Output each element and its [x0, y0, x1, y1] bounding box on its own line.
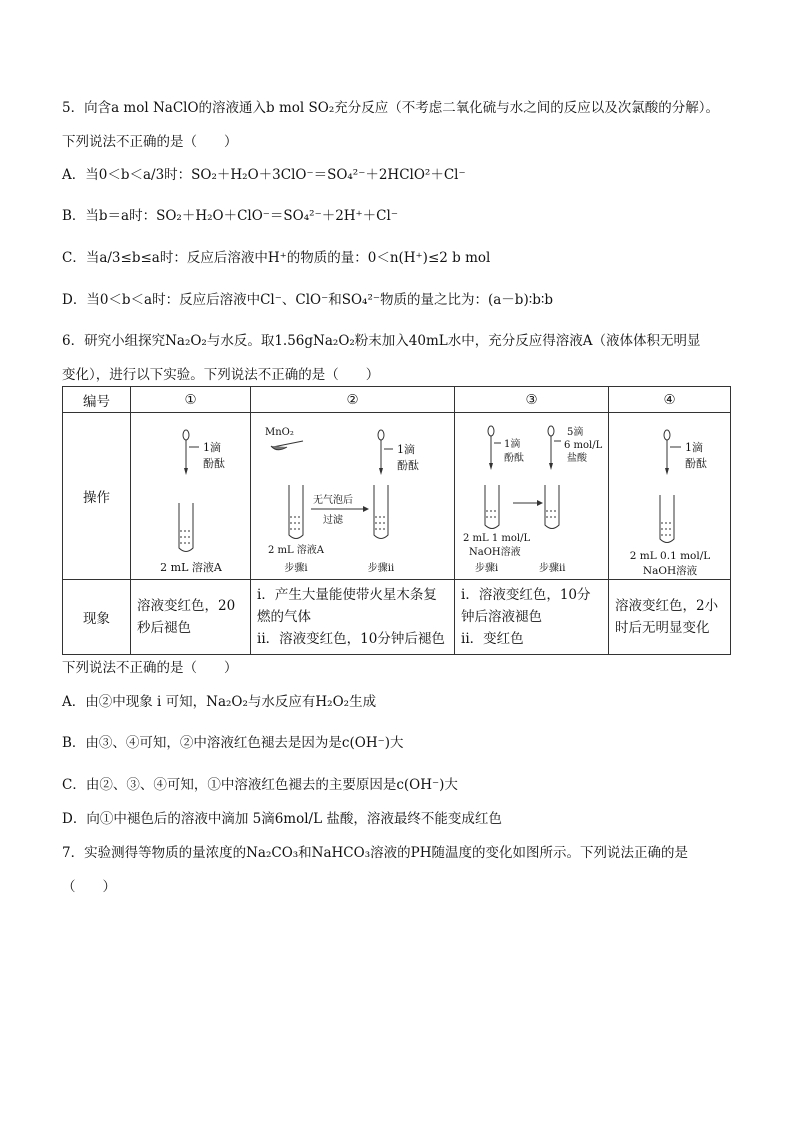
q6-option-b: B．由③、④可知，②中溶液红色褪去是因为是c(OH⁻)大 [62, 735, 404, 751]
mno2-label: MnO₂ [265, 427, 294, 438]
reagent-label: 酚酞 [504, 453, 524, 464]
q5-option-a: A．当0＜b＜a/3时：SO₂＋H₂O＋3ClO⁻＝SO₄²⁻＋2HClO²＋Cl⁻ [62, 167, 466, 183]
figure-cell-4 [609, 413, 731, 580]
table-header-row [63, 387, 731, 413]
tube-label: 2 mL 溶液A [160, 561, 222, 574]
header-cell-2: ② [251, 387, 455, 413]
drop-count: 1滴 [203, 441, 221, 454]
tube-label-line-1: 2 mL 0.1 mol/L [629, 550, 711, 562]
q6-option-c: C．由②、③、④可知，①中溶液红色褪去的主要原因是c(OH⁻)大 [62, 777, 458, 793]
tube-label-line-1: 2 mL 1 mol/L [463, 533, 531, 544]
q6-stem-2: 变化），进行以下实验。下列说法不正确的是（ ） [62, 367, 380, 383]
step-1-label: 步骤i [284, 563, 308, 574]
concentration-2: 6 mol/L [564, 440, 603, 451]
step-2-label: 步骤ii [539, 563, 566, 574]
header-cell-1: ① [131, 387, 251, 413]
dropper-icon [548, 426, 554, 470]
q7-stem-2: （ ） [62, 879, 116, 895]
reagent-label: 酚酞 [203, 457, 225, 470]
table-row-operation [63, 413, 731, 580]
observation-3-line-2: 钟后溶液褪色 [461, 609, 542, 625]
figure-exp1 [131, 413, 251, 579]
q5-option-c: C．当a/3≤b≤a时：反应后溶液中H⁺的物质的量：0＜n(H⁺)≤2 b mol [62, 250, 491, 266]
test-tube-icon [179, 503, 193, 552]
dropper-icon [664, 430, 670, 475]
observation-cell-2 [251, 580, 455, 655]
row-label-observation: 现象 [63, 580, 131, 655]
header-cell-4: ④ [609, 387, 731, 413]
figure-cell-2 [251, 413, 455, 580]
test-tube-icon [485, 485, 499, 529]
observation-3-line-3: ii．变红色 [461, 631, 524, 647]
observation-1-line-1: 溶液变红色，20 [137, 598, 236, 614]
test-tube-icon [660, 495, 674, 543]
tube-label: 2 mL 溶液A [267, 545, 325, 556]
experiment-table [62, 386, 731, 655]
drop-count-2: 5滴 [567, 427, 584, 438]
figure-exp3 [455, 413, 609, 579]
drop-count: 1滴 [685, 441, 703, 454]
dropper-icon [378, 430, 384, 475]
q5-stem-2: 下列说法不正确的是（ ） [62, 134, 238, 150]
figure-exp4 [609, 413, 731, 579]
q5-option-d: D．当0＜b＜a时：反应后溶液中Cl⁻、ClO⁻和SO₄²⁻物质的量之比为：(a－b)∶b∶b [62, 292, 554, 308]
arrow-top-label: 无气泡后 [313, 495, 353, 506]
observation-2-line-2: 燃的气体 [257, 609, 311, 625]
tube-label-line-2: NaOH溶液 [469, 547, 521, 558]
observation-2-line-1: i．产生大量能使带火星木条复 [257, 587, 437, 603]
q6-stem: 6．研究小组探究Na₂O₂与水反。取1.56gNa₂O₂粉末加入40mL水中，充分反应得溶液A（液体体积无明显 [62, 333, 701, 349]
dropper-icon [488, 426, 494, 470]
q6-stem-3: 下列说法不正确的是（ ） [62, 660, 238, 676]
observation-4-line-1: 溶液变红色，2小 [615, 598, 719, 614]
spatula-icon [271, 441, 303, 450]
reagent-2-label: 盐酸 [567, 453, 587, 464]
header-cell-number: 编号 [63, 387, 131, 413]
table-row-observation [63, 580, 731, 655]
observation-2-line-3: ii．溶液变红色，10分钟后褪色 [257, 631, 445, 647]
arrow-bottom-label: 过滤 [323, 515, 343, 526]
figure-exp2 [251, 413, 455, 579]
observation-1-line-2: 秒后褪色 [137, 620, 191, 636]
test-tube-icon [289, 485, 303, 539]
row-label-operation: 操作 [63, 413, 131, 580]
reagent-label: 酚酞 [685, 457, 707, 470]
observation-3-line-1: i．溶液变红色，10分 [461, 587, 591, 603]
observation-4-line-2: 时后无明显变化 [615, 620, 710, 636]
observation-cell-4 [609, 580, 731, 655]
q5-stem: 5．向含a mol NaClO的溶液通入b mol SO₂充分反应（不考虑二氧化硫与水之间的反应以及次氯酸的分解）。 [62, 100, 719, 116]
q7-stem: 7．实验测得等物质的量浓度的Na₂CO₃和NaHCO₃溶液的PH随温度的变化如图所示。下列说法正确的是 [62, 845, 688, 861]
header-cell-3: ③ [455, 387, 609, 413]
q6-option-d: D．向①中褪色后的溶液中滴加 5滴6mol/L 盐酸，溶液最终不能变成红色 [62, 811, 502, 827]
dropper-icon [183, 430, 189, 475]
test-tube-icon [545, 485, 559, 529]
drop-count: 1滴 [504, 439, 521, 450]
q5-option-b: B．当b＝a时：SO₂＋H₂O＋ClO⁻＝SO₄²⁻＋2H⁺＋Cl⁻ [62, 208, 398, 224]
reagent-label: 酚酞 [397, 459, 419, 472]
step-2-label: 步骤ii [367, 563, 395, 574]
drop-count: 1滴 [397, 443, 415, 456]
tube-label-line-2: NaOH溶液 [642, 565, 698, 577]
test-tube-icon [374, 485, 388, 539]
observation-cell-3 [455, 580, 609, 655]
figure-cell-3 [455, 413, 609, 580]
figure-cell-1 [131, 413, 251, 580]
q6-option-a: A．由②中现象 i 可知，Na₂O₂与水反应有H₂O₂生成 [62, 694, 377, 710]
step-1-label: 步骤i [475, 563, 499, 574]
observation-cell-1 [131, 580, 251, 655]
